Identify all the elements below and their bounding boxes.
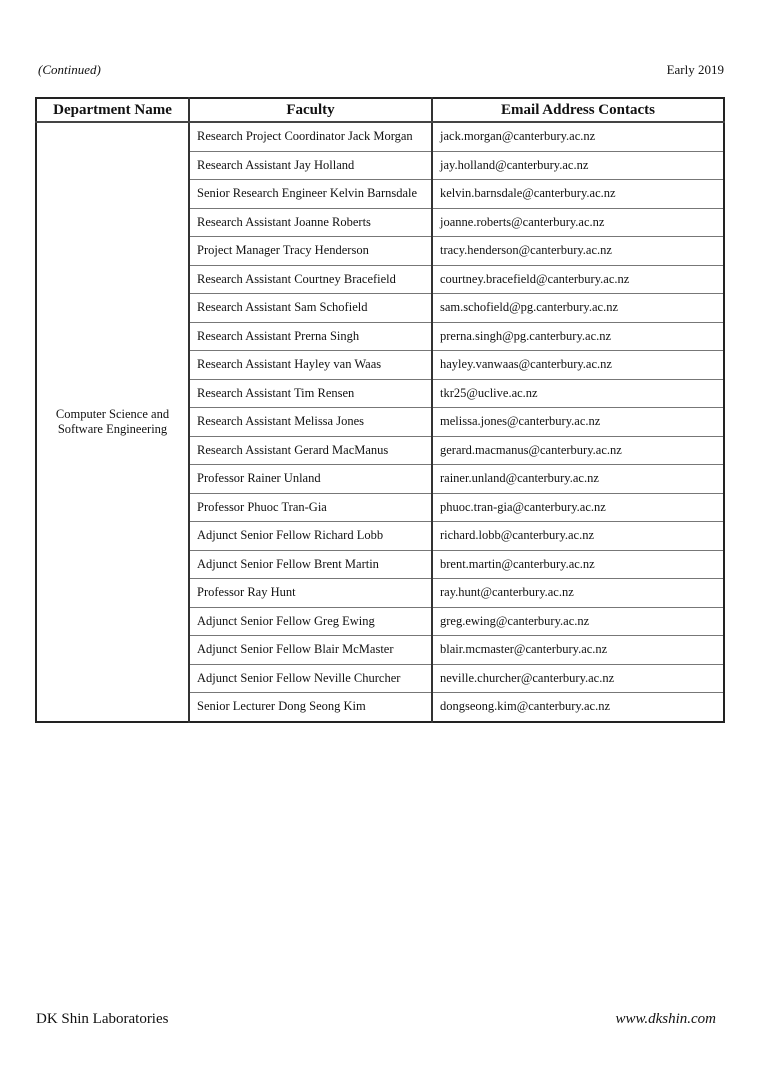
- email-cell[interactable]: tracy.henderson@canterbury.ac.nz: [432, 237, 724, 266]
- faculty-cell: Senior Lecturer Dong Seong Kim: [189, 693, 432, 722]
- faculty-cell: Adjunct Senior Fellow Richard Lobb: [189, 522, 432, 551]
- email-cell[interactable]: tkr25@uclive.ac.nz: [432, 379, 724, 408]
- email-cell[interactable]: jack.morgan@canterbury.ac.nz: [432, 122, 724, 151]
- column-header-department: Department Name: [36, 98, 189, 122]
- column-header-faculty: Faculty: [189, 98, 432, 122]
- table-row: [36, 122, 724, 151]
- faculty-cell: Professor Ray Hunt: [189, 579, 432, 608]
- email-cell[interactable]: gerard.macmanus@canterbury.ac.nz: [432, 436, 724, 465]
- contacts-table: [35, 97, 725, 723]
- email-cell[interactable]: ray.hunt@canterbury.ac.nz: [432, 579, 724, 608]
- faculty-cell: Professor Phuoc Tran-Gia: [189, 493, 432, 522]
- footer-website-link[interactable]: www.dkshin.com: [615, 1011, 716, 1027]
- email-cell[interactable]: courtney.bracefield@canterbury.ac.nz: [432, 265, 724, 294]
- faculty-cell: Research Assistant Prerna Singh: [189, 322, 432, 351]
- faculty-cell: Research Assistant Jay Holland: [189, 151, 432, 180]
- table-body: [36, 122, 724, 722]
- faculty-cell: Research Assistant Tim Rensen: [189, 379, 432, 408]
- date-label: Early 2019: [666, 62, 724, 77]
- email-cell[interactable]: brent.martin@canterbury.ac.nz: [432, 550, 724, 579]
- column-header-email: Email Address Contacts: [432, 98, 724, 122]
- faculty-cell: Research Assistant Courtney Bracefield: [189, 265, 432, 294]
- faculty-cell: Adjunct Senior Fellow Neville Churcher: [189, 664, 432, 693]
- email-cell[interactable]: kelvin.barnsdale@canterbury.ac.nz: [432, 180, 724, 209]
- email-cell[interactable]: melissa.jones@canterbury.ac.nz: [432, 408, 724, 437]
- faculty-cell: Adjunct Senior Fellow Greg Ewing: [189, 607, 432, 636]
- email-cell[interactable]: neville.churcher@canterbury.ac.nz: [432, 664, 724, 693]
- faculty-cell: Research Assistant Joanne Roberts: [189, 208, 432, 237]
- email-cell[interactable]: jay.holland@canterbury.ac.nz: [432, 151, 724, 180]
- email-cell[interactable]: joanne.roberts@canterbury.ac.nz: [432, 208, 724, 237]
- email-cell[interactable]: rainer.unland@canterbury.ac.nz: [432, 465, 724, 494]
- faculty-cell: Research Assistant Sam Schofield: [189, 294, 432, 323]
- email-cell[interactable]: greg.ewing@canterbury.ac.nz: [432, 607, 724, 636]
- faculty-cell: Project Manager Tracy Henderson: [189, 237, 432, 266]
- faculty-cell: Adjunct Senior Fellow Brent Martin: [189, 550, 432, 579]
- faculty-cell: Senior Research Engineer Kelvin Barnsdale: [189, 180, 432, 209]
- footer-lab-name: DK Shin Laboratories: [36, 1011, 169, 1027]
- email-cell[interactable]: prerna.singh@pg.canterbury.ac.nz: [432, 322, 724, 351]
- faculty-cell: Professor Rainer Unland: [189, 465, 432, 494]
- faculty-cell: Research Assistant Gerard MacManus: [189, 436, 432, 465]
- email-cell[interactable]: phuoc.tran-gia@canterbury.ac.nz: [432, 493, 724, 522]
- faculty-cell: Adjunct Senior Fellow Blair McMaster: [189, 636, 432, 665]
- department-cell: Computer Science and Software Engineering: [36, 122, 189, 722]
- email-cell[interactable]: richard.lobb@canterbury.ac.nz: [432, 522, 724, 551]
- email-cell[interactable]: hayley.vanwaas@canterbury.ac.nz: [432, 351, 724, 380]
- email-cell[interactable]: dongseong.kim@canterbury.ac.nz: [432, 693, 724, 722]
- email-cell[interactable]: blair.mcmaster@canterbury.ac.nz: [432, 636, 724, 665]
- table-header-row: [36, 98, 724, 122]
- faculty-cell: Research Assistant Hayley van Waas: [189, 351, 432, 380]
- email-cell[interactable]: sam.schofield@pg.canterbury.ac.nz: [432, 294, 724, 323]
- faculty-cell: Research Project Coordinator Jack Morgan: [189, 122, 432, 151]
- faculty-cell: Research Assistant Melissa Jones: [189, 408, 432, 437]
- continued-label: (Continued): [38, 62, 101, 77]
